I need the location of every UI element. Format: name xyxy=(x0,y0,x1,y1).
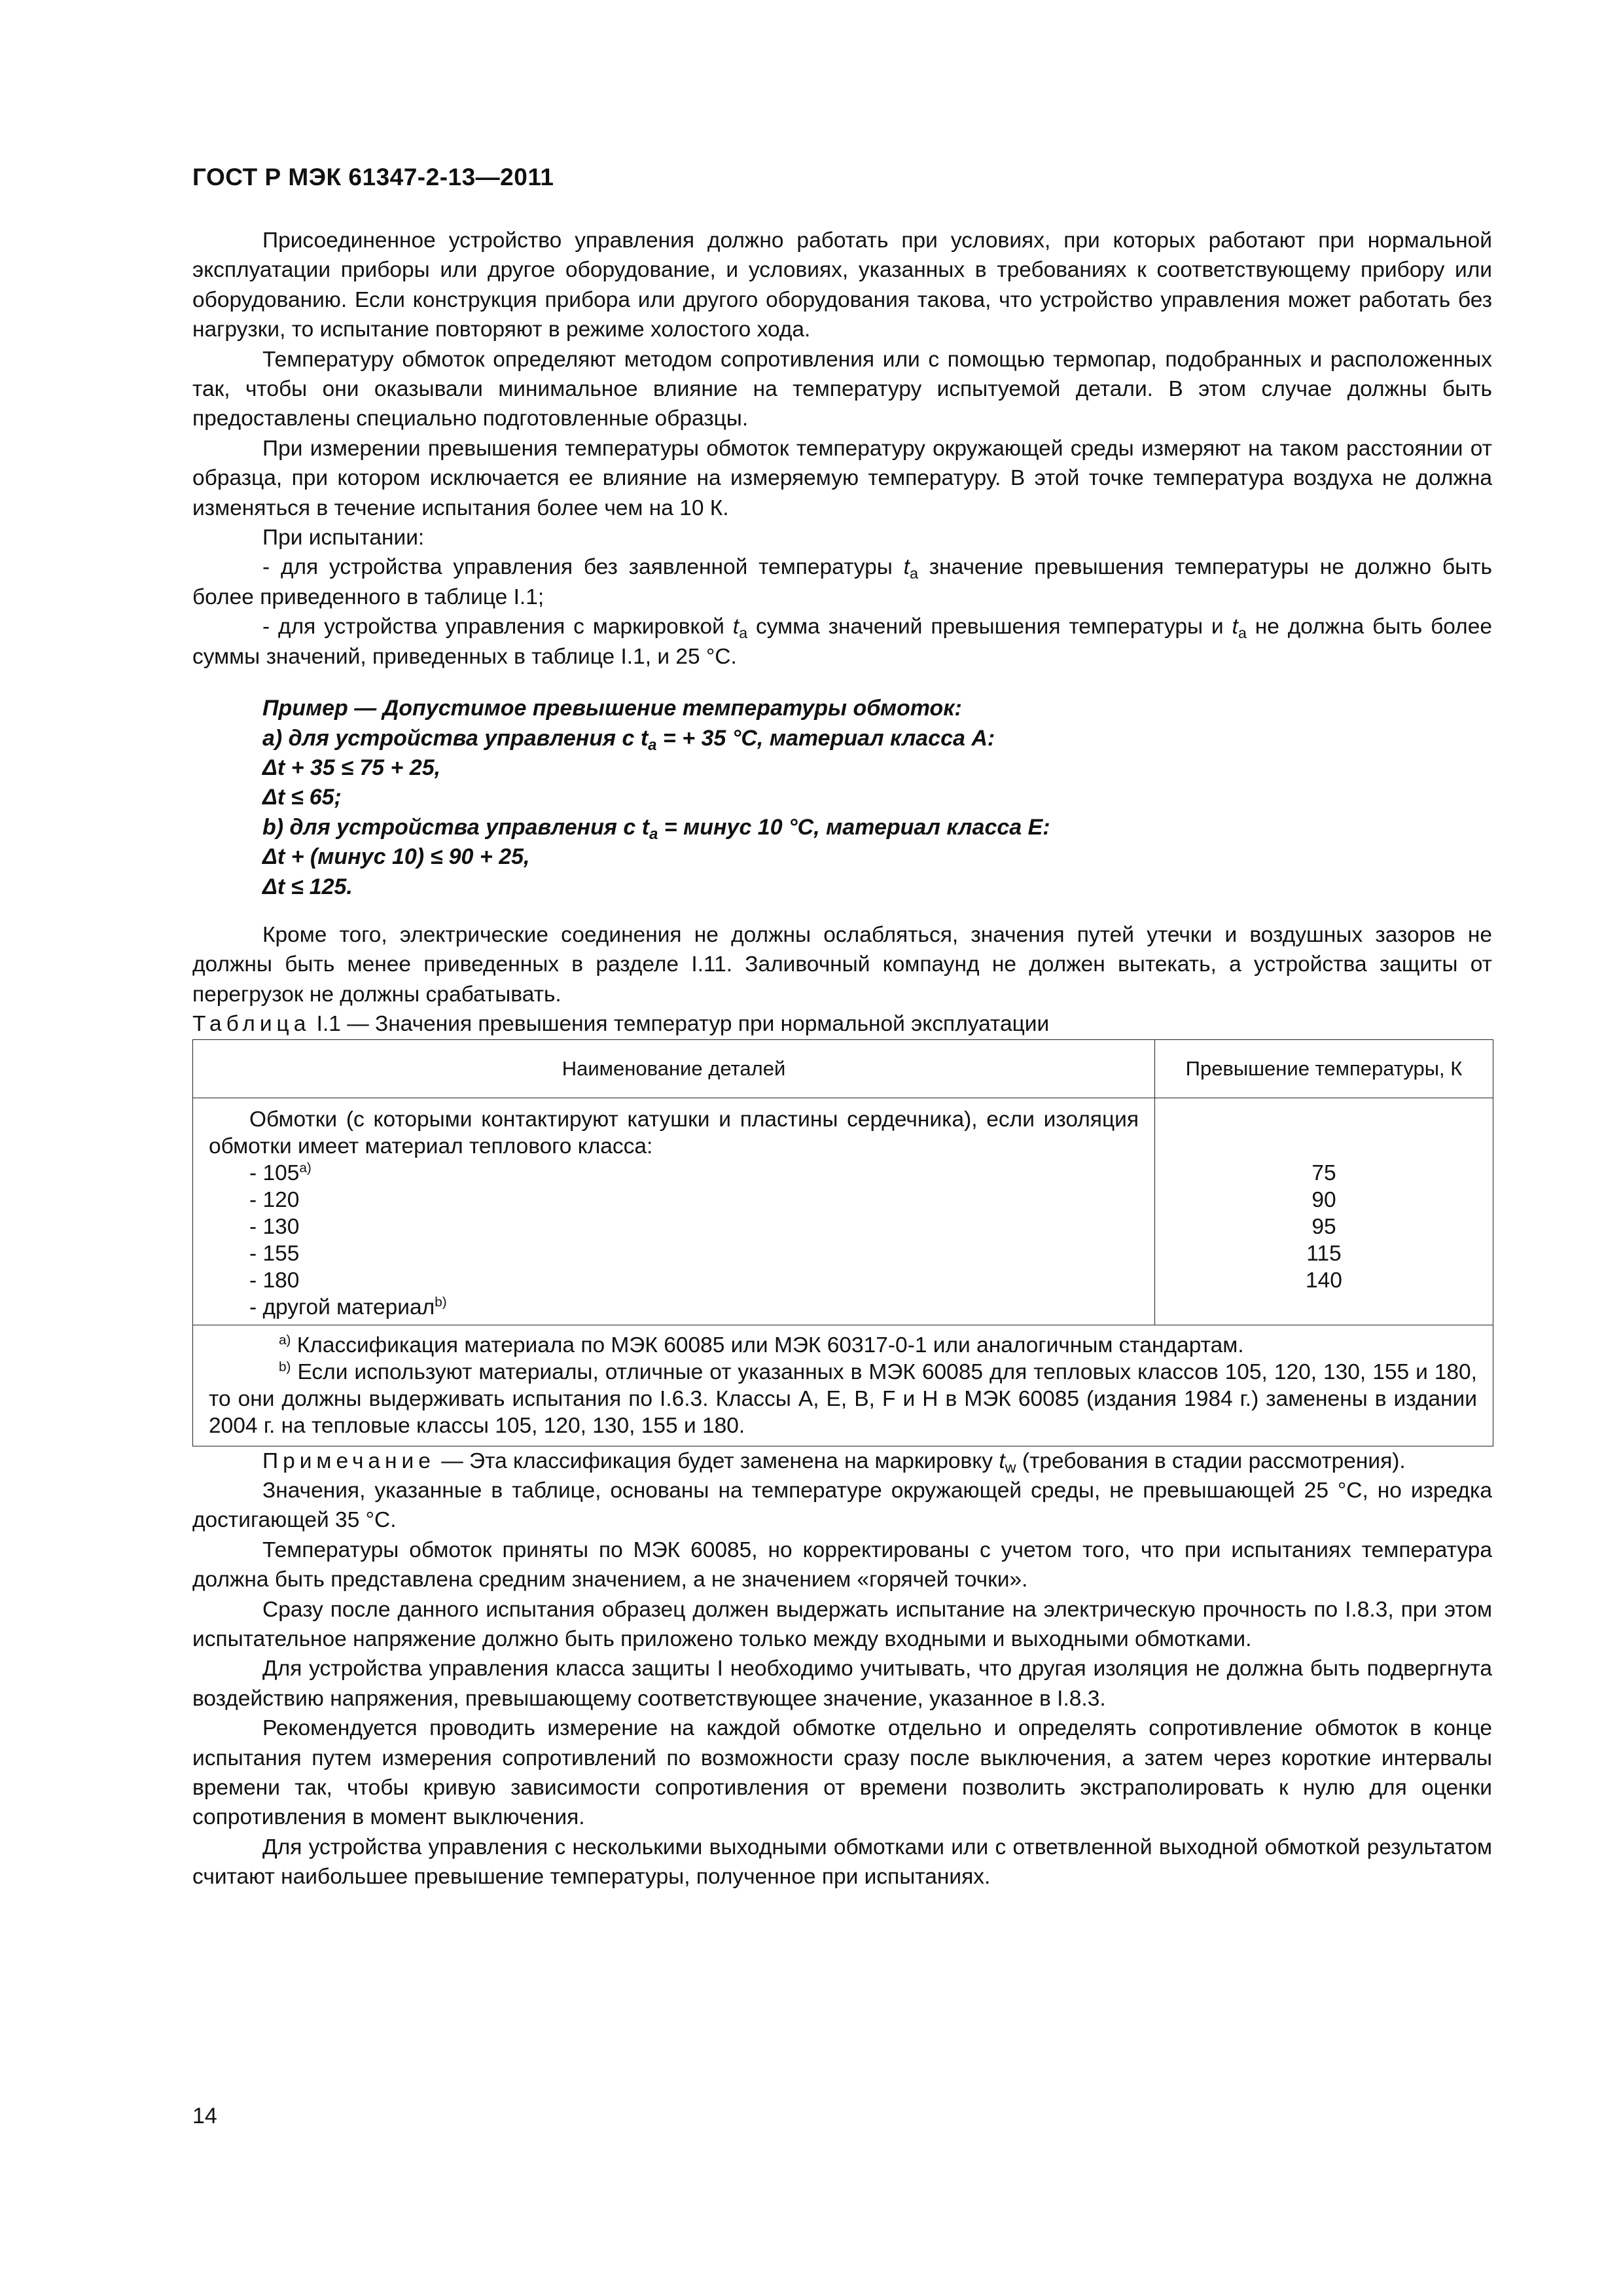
example-formula: Δt + (минус 10) ≤ 90 + 25, xyxy=(262,844,530,870)
example-formula: Δt + 35 ≤ 75 + 25, xyxy=(262,755,441,780)
footnote-b: $^{b)}$ Если используют материалы, отличные от указанных в МЭК 60085 для тепловых классов 105, 120, 130, 155 и 180, то они должны выдерживать испытания по I.6.3. Классы А, Е, В, F и Н в МЭК 60085 (издания 1984 г.) заменены в издании 2004 г. на тепловые классы 105, 120, 130, 155 и 180. xyxy=(209,1359,1477,1438)
paragraph: Для устройства управления класса защиты I необходимо учитывать, что другая изоляция не должна быть подвергнута воздействию напряжения, превышающему соответствующее значение, указанное в I.8.3. xyxy=(192,1657,1492,1711)
column-header-part-name: Наименование деталей xyxy=(193,1039,1155,1098)
footnote-a: $^{а)}$ Классификация материала по МЭК 60085 или МЭК 60317-0-1 или аналогичным стандартам. xyxy=(279,1332,1244,1357)
column-header-temperature-rise: Превышение температуры, К xyxy=(1155,1039,1493,1098)
temperature-rise-value: 75 xyxy=(1311,1160,1336,1185)
example-title: Пример — Допустимое превышение температуры обмоток: xyxy=(262,696,962,721)
note: Примечание — Эта классификация будет заменена на маркировку $t_w$ (требования в стадии рассмотрения). xyxy=(262,1448,1406,1476)
document-header-title: ГОСТ Р МЭК 61347-2-13—2011 xyxy=(192,164,554,190)
test-condition-with-marking: - для устройства управления с маркировкой $t_a$ сумма значений превышения температуры и $t_a$ не должна быть более суммы значений, приведенных в таблице I.1, и 25 °С. xyxy=(192,615,1492,669)
temperature-rise-value: 90 xyxy=(1311,1187,1336,1212)
paragraph: Присоединенное устройство управления должно работать при условиях, при которых работают при нормальной эксплуатации приборы или другое оборудование, и условиях, указанных в требованиях к соответствующему прибору или оборудованию. Если конструкция прибора или другого оборудования такова, что устройство управления может работать без нагрузки, то испытание повторяют в режиме холостого хода. xyxy=(192,228,1492,342)
document-body xyxy=(192,226,1492,1892)
temperature-rise-value: 115 xyxy=(1306,1241,1342,1266)
temperature-rise-value: 140 xyxy=(1306,1268,1342,1293)
thermal-class-item: - 180 xyxy=(249,1268,300,1293)
paragraph: Сразу после данного испытания образец должен выдержать испытание на электрическую прочность по I.8.3, при этом испытательное напряжение должно быть приложено только между входными и выходными обмотками. xyxy=(192,1597,1492,1651)
paragraph: При измерении превышения температуры обмоток температуру окружающей среды измеряют на таком расстоянии от образца, при котором исключается ее влияние на измеряемую температуру. В этой точке температура воздуха не должна изменяться в течение испытания более чем на 10 К. xyxy=(192,436,1492,520)
paragraph: Температуры обмоток приняты по МЭК 60085, но корректированы с учетом того, что при испытаниях температура должна быть представлена средним значением, а не значением «горячей точки». xyxy=(192,1537,1492,1592)
windings-description: Обмотки (с которыми контактируют катушки и пластины сердечника), если изоляция обмотки имеет материал теплового класса: xyxy=(209,1107,1139,1158)
thermal-class-item: - $105^{а)}$ xyxy=(249,1160,312,1185)
paragraph: Кроме того, электрические соединения не должны ослабляться, значения путей утечки и воздушных зазоров не должны быть менее приведенных в разделе I.11. Заливочный компаунд не должен вытекать, а устройства защиты от перегрузок не должны срабатывать. xyxy=(192,922,1492,1007)
temperature-rise-table xyxy=(192,1039,1493,1446)
paragraph: Температуру обмоток определяют методом сопротивления или с помощью термопар, подобранных и расположенных так, чтобы они оказывали минимальное влияние на температуру испытуемой детали. В этом случае должны быть предоставлены специально подготовленные образцы. xyxy=(192,347,1492,431)
paragraph: Рекомендуется проводить измерение на каждой обмотке отдельно и определять сопротивление обмоток в конце испытания путем измерения сопротивлений по возможности сразу после выключения, а затем через короткие интервалы времени так, чтобы кривую зависимости сопротивления от времени позволить экстраполировать к нулю для оценки сопротивления в момент выключения. xyxy=(192,1716,1492,1830)
example-case-a: а) для устройства управления с $t_a$ = + 35 °С, материал класса А: xyxy=(262,725,995,754)
table-row xyxy=(193,1098,1493,1325)
example-formula: Δt ≤ 65; xyxy=(262,785,342,810)
paragraph: Значения, указанные в таблице, основаны на температуре окружающей среды, не превышающей 25 °С, но изредка достигающей 35 °С. xyxy=(192,1478,1492,1533)
table-footnotes-row xyxy=(193,1325,1493,1446)
example-case-b: b) для устройства управления с $t_a$ = минус 10 °С, материал класса Е: xyxy=(262,814,1050,843)
thermal-class-item: - другой материал$^{b)}$ xyxy=(249,1294,447,1319)
thermal-class-item: - 130 xyxy=(249,1214,300,1239)
example-block xyxy=(262,694,1492,902)
paragraph: При испытании: xyxy=(262,526,425,550)
paragraph: Для устройства управления с несколькими выходными обмотками или с ответвленной выходной обмоткой результатом считают наибольшее превышение температуры, полученное при испытаниях. xyxy=(192,1835,1492,1890)
test-condition-no-marking: - для устройства управления без заявленной температуры $t_a$ значение превышения температуры не должно быть более приведенного в таблице I.1; xyxy=(192,555,1492,609)
thermal-class-item: - 120 xyxy=(249,1187,300,1212)
temperature-rise-value: 95 xyxy=(1311,1214,1336,1239)
page-number: 14 xyxy=(192,2104,217,2128)
values-cell xyxy=(1155,1098,1493,1325)
table-caption: Таблица I.1 — Значения превышения температур при нормальной эксплуатации xyxy=(192,1012,1050,1037)
table-header-row xyxy=(193,1039,1493,1098)
footnotes-cell xyxy=(193,1325,1493,1446)
thermal-class-item: - 155 xyxy=(249,1241,300,1266)
parts-cell xyxy=(193,1098,1155,1325)
example-formula: Δt ≤ 125. xyxy=(262,874,353,899)
